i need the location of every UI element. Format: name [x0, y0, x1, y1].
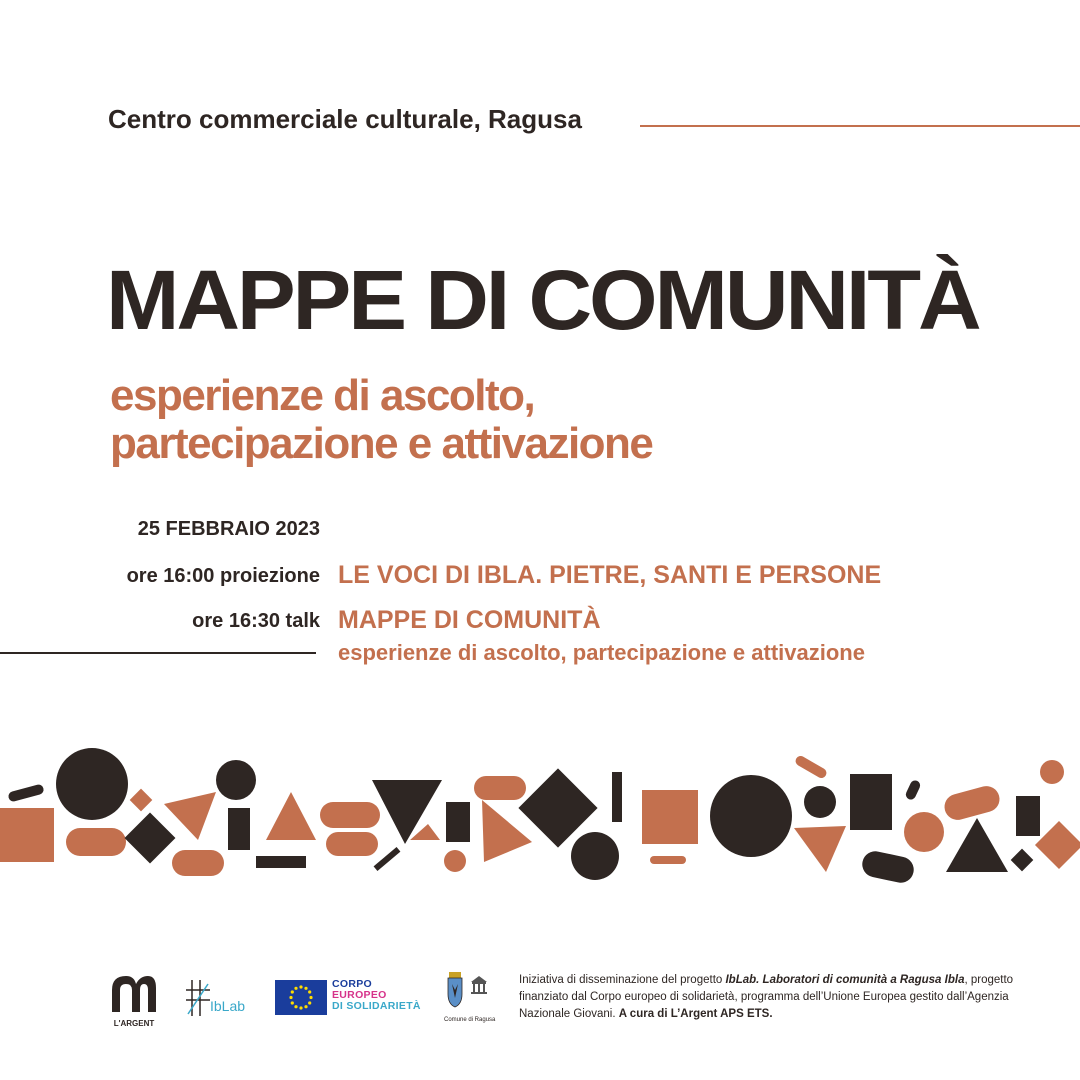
footer-project-name: IbLab. Laboratori di comunità a Ragusa Ibla: [725, 974, 965, 986]
largent-logo: [108, 972, 160, 1040]
decorative-shapes: [0, 740, 1080, 900]
iblab-label: IbLab: [210, 998, 246, 1014]
main-title: MAPPE DI COMUNITÀ: [106, 253, 979, 347]
time-screening: ore 16:00 proiezione: [126, 565, 320, 587]
screening-title: LE VOCI DI IBLA. PIETRE, SANTI E PERSONE: [338, 561, 882, 589]
venue-label: Centro commerciale culturale, Ragusa: [108, 104, 582, 134]
largent-label: L'ARGENT: [113, 1019, 155, 1028]
time-talk: ore 16:30 talk: [192, 610, 320, 632]
footer-credits: [519, 972, 1039, 1023]
footer-curator: A cura di L’Argent APS ETS.: [618, 1008, 773, 1020]
esc-line-1: CORPO: [332, 978, 373, 990]
comune-crest-icon: [444, 970, 494, 1010]
comune-logo: [444, 970, 494, 1022]
talk-title: MAPPE DI COMUNITÀ: [338, 606, 601, 634]
schedule-divider: [0, 652, 316, 654]
esc-line-3: DI SOLIDARIETÀ: [332, 1000, 421, 1012]
comune-label: Comune di Ragusa: [444, 1017, 496, 1023]
eu-flag: [275, 980, 327, 1015]
footer-text-1: Iniziativa di disseminazione del progetto: [519, 974, 726, 986]
esc-label: [332, 979, 421, 1012]
footer-text-2: , progetto finanziato dal Corpo europeo di solidarietà, programma dell’Unione Europea gestito dall’Agenzia Nazionale Giovani.: [519, 974, 1014, 1020]
subtitle-line-1: esperienze di ascolto,: [110, 371, 535, 420]
esc-line-2: EUROPEO: [332, 989, 387, 1001]
venue-divider: [640, 125, 1080, 127]
iblab-grid-icon: [184, 978, 212, 1018]
subtitle-line-2: partecipazione e attivazione: [110, 419, 653, 468]
eu-stars-icon: [275, 980, 327, 1015]
iblab-logo: [184, 978, 254, 1020]
largent-mark-icon: [108, 972, 160, 1012]
talk-subtitle: esperienze di ascolto, partecipazione e attivazione: [338, 640, 865, 665]
subtitle: [110, 372, 652, 468]
event-date: 25 FEBBRAIO 2023: [137, 518, 320, 540]
